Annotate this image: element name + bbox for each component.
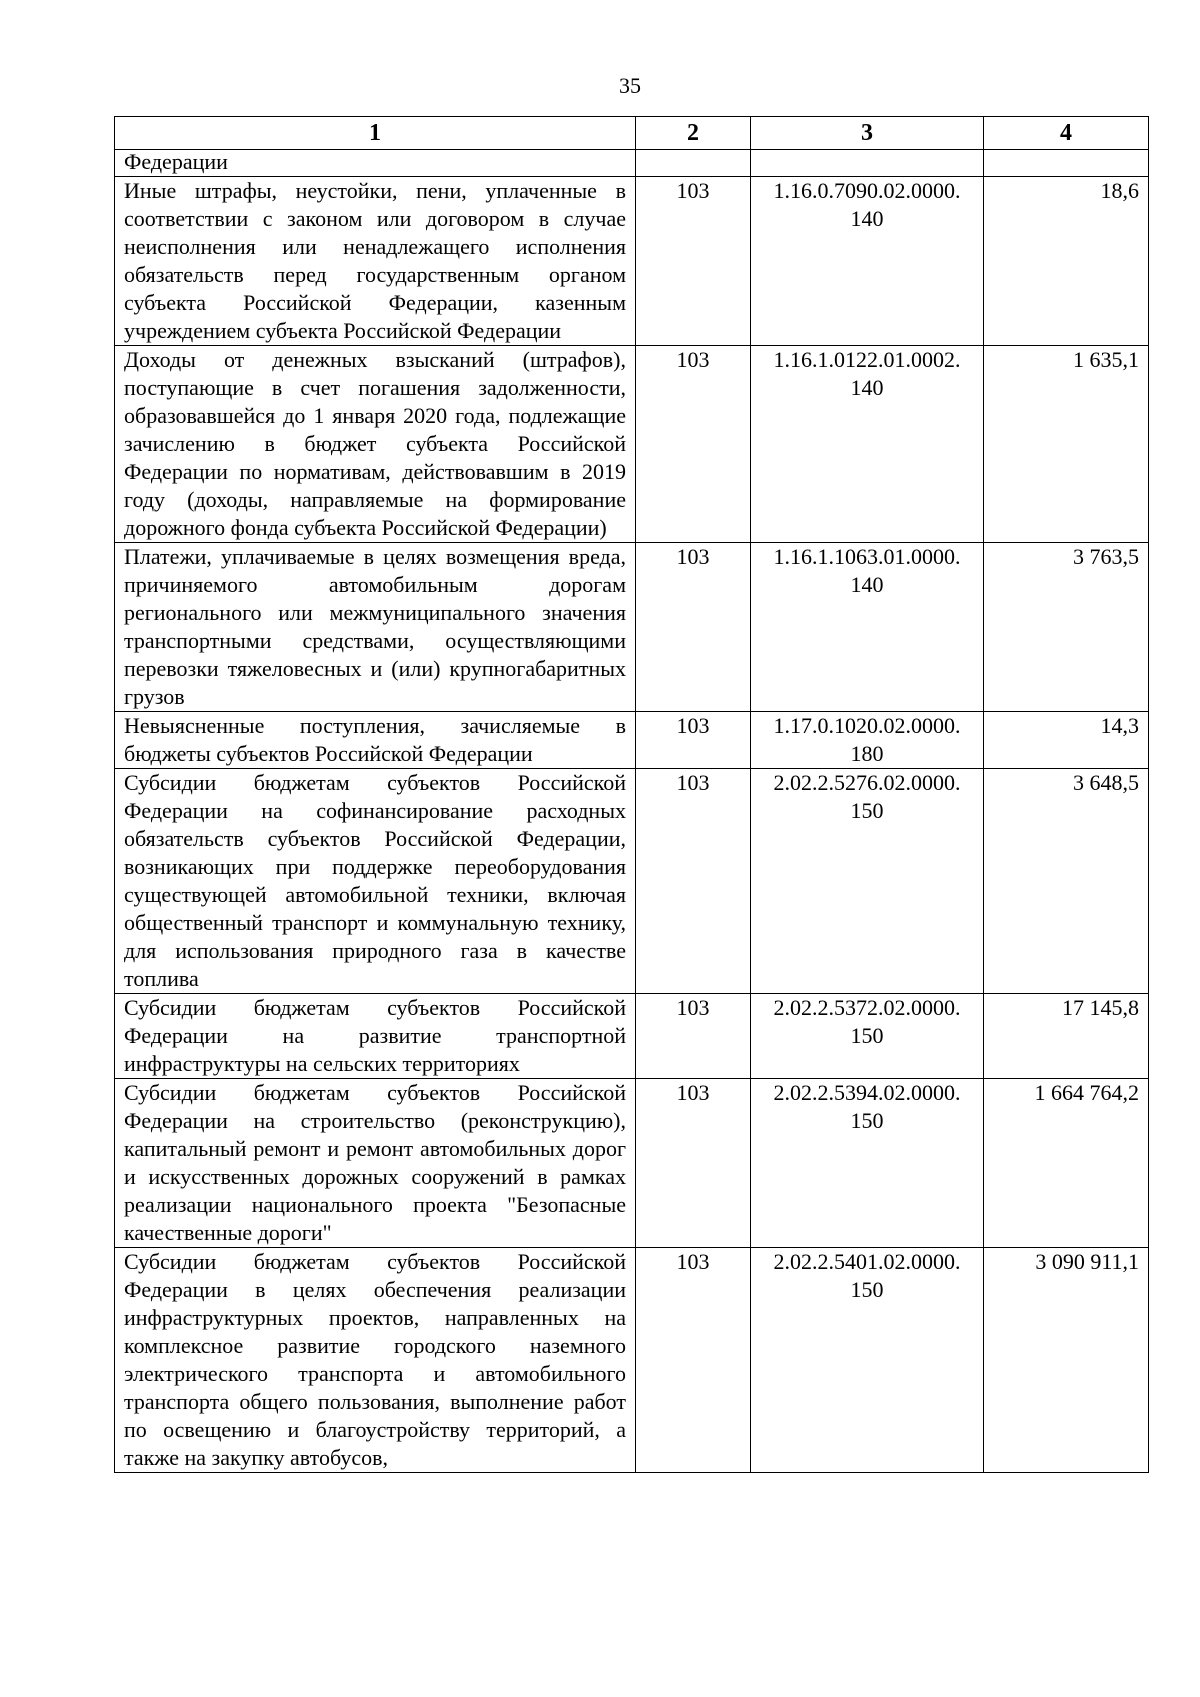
row-name: Субсидии бюджетам субъектов Российской Федерации на софинансирование расходных обязательств субъектов Российской Федерации, возникающих при поддержке переоборудования существующей автомобильной техники, включая общественный транспорт и коммунальную технику, для использования природного газа в качестве топлива (115, 769, 636, 994)
row-budget-code: 2.02.2.5401.02.0000. 150 (751, 1248, 984, 1473)
revenue-table (114, 116, 1149, 1473)
page-number: 35 (619, 73, 641, 98)
row-budget-code: 2.02.2.5394.02.0000. 150 (751, 1079, 984, 1248)
row-budget-code: 1.16.1.0122.01.0002. 140 (751, 346, 984, 543)
row-budget-code (751, 150, 984, 177)
row-budget-code: 2.02.2.5276.02.0000. 150 (751, 769, 984, 994)
row-admin-code: 103 (636, 543, 751, 712)
row-amount: 3 763,5 (984, 543, 1149, 712)
row-amount: 3 090 911,1 (984, 1248, 1149, 1473)
table-row (115, 177, 1149, 346)
row-amount: 18,6 (984, 177, 1149, 346)
row-name: Субсидии бюджетам субъектов Российской Федерации в целях обеспечения реализации инфраструктурных проектов, направленных на комплексное развитие городского наземного электрического транспорта и автомобильного транспорта общего пользования, выполнение работ по освещению и благоустройству территорий, а также на закупку автобусов, (115, 1248, 636, 1473)
row-amount: 14,3 (984, 712, 1149, 769)
row-amount: 17 145,8 (984, 994, 1149, 1079)
column-header: 2 (636, 117, 751, 150)
row-admin-code: 103 (636, 712, 751, 769)
table-row (115, 1079, 1149, 1248)
table-header-row (115, 117, 1149, 150)
row-budget-code: 2.02.2.5372.02.0000. 150 (751, 994, 984, 1079)
column-header: 1 (115, 117, 636, 150)
row-amount (984, 150, 1149, 177)
row-amount: 3 648,5 (984, 769, 1149, 994)
row-budget-code: 1.17.0.1020.02.0000. 180 (751, 712, 984, 769)
row-admin-code: 103 (636, 994, 751, 1079)
row-admin-code: 103 (636, 769, 751, 994)
column-header: 3 (751, 117, 984, 150)
table-row (115, 543, 1149, 712)
row-name: Субсидии бюджетам субъектов Российской Федерации на развитие транспортной инфраструктуры на сельских территориях (115, 994, 636, 1079)
row-admin-code: 103 (636, 1079, 751, 1248)
row-name: Субсидии бюджетам субъектов Российской Федерации на строительство (реконструкцию), капитальный ремонт и ремонт автомобильных дорог и искусственных дорожных сооружений в рамках реализации национального проекта "Безопасные качественные дороги" (115, 1079, 636, 1248)
row-amount: 1 664 764,2 (984, 1079, 1149, 1248)
row-budget-code: 1.16.0.7090.02.0000. 140 (751, 177, 984, 346)
table-row (115, 712, 1149, 769)
table-row (115, 150, 1149, 177)
row-name: Федерации (115, 150, 636, 177)
row-admin-code: 103 (636, 177, 751, 346)
row-admin-code (636, 150, 751, 177)
column-header: 4 (984, 117, 1149, 150)
row-name: Иные штрафы, неустойки, пени, уплаченные в соответствии с законом или договором в случае неисполнения или ненадлежащего исполнения обязательств перед государственным органом субъекта Российской Федерации, казенным учреждением субъекта Российской Федерации (115, 177, 636, 346)
row-name: Доходы от денежных взысканий (штрафов), поступающие в счет погашения задолженности, образовавшейся до 1 января 2020 года, подлежащие зачислению в бюджет субъекта Российской Федерации по нормативам, действовавшим в 2019 году (доходы, направляемые на формирование дорожного фонда субъекта Российской Федерации) (115, 346, 636, 543)
table-row (115, 994, 1149, 1079)
row-budget-code: 1.16.1.1063.01.0000. 140 (751, 543, 984, 712)
table-row (115, 346, 1149, 543)
row-name: Невыясненные поступления, зачисляемые в бюджеты субъектов Российской Федерации (115, 712, 636, 769)
row-admin-code: 103 (636, 1248, 751, 1473)
row-amount: 1 635,1 (984, 346, 1149, 543)
row-name: Платежи, уплачиваемые в целях возмещения вреда, причиняемого автомобильным дорогам регионального или межмуниципального значения транспортными средствами, осуществляющими перевозки тяжеловесных и (или) крупногабаритных грузов (115, 543, 636, 712)
table-row (115, 769, 1149, 994)
row-admin-code: 103 (636, 346, 751, 543)
table-row (115, 1248, 1149, 1473)
